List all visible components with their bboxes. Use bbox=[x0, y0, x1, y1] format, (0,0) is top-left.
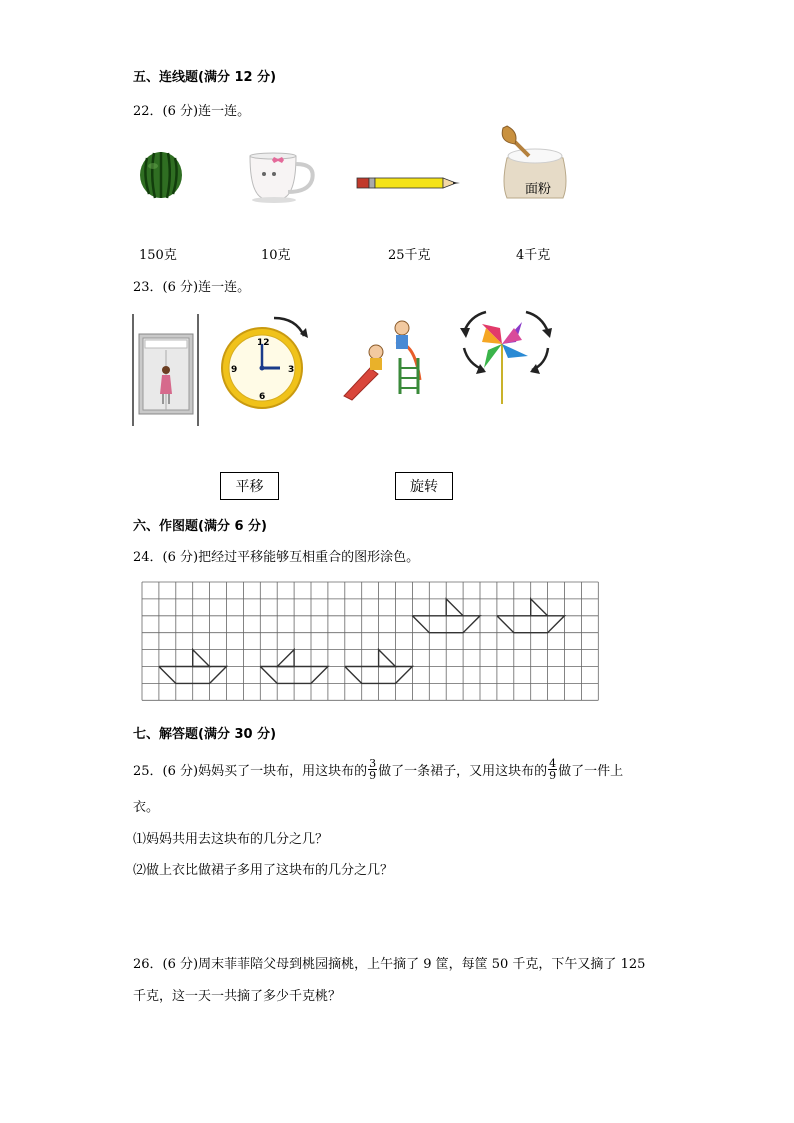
translation-box[interactable]: 平移 bbox=[220, 472, 279, 500]
cup-image bbox=[244, 150, 320, 204]
question-23-text: 23．(6 分)连一连。 bbox=[133, 280, 251, 295]
frac1-numerator: 3 bbox=[369, 757, 377, 770]
question-26-line-2: 千克，这一天一共摘了多少千克桃？ bbox=[133, 989, 342, 1004]
question-24-text: 24．(6 分)把经过平移能够互相重合的图形涂色。 bbox=[133, 550, 420, 565]
fraction-3-9 bbox=[368, 758, 377, 781]
fraction-4-9 bbox=[548, 758, 557, 781]
svg-text:9: 9 bbox=[231, 365, 238, 375]
section-7-title: 七、解答题(满分 30 分) bbox=[133, 727, 277, 742]
frac1-denominator: 9 bbox=[369, 769, 377, 782]
weight-label-1: 150克 bbox=[139, 248, 177, 263]
frac2-numerator: 4 bbox=[549, 757, 557, 770]
svg-text:6: 6 bbox=[259, 392, 266, 402]
question-26-line-1: 26．(6 分)周末菲菲陪父母到桃园摘桃，上午摘了 9 筐，每筐 50 千克，下午又摘了 125 bbox=[133, 957, 646, 972]
svg-text:12: 12 bbox=[257, 338, 270, 348]
flour-label: 面粉 bbox=[525, 182, 552, 197]
weight-label-4: 4千克 bbox=[516, 248, 551, 263]
watermelon-image bbox=[137, 148, 185, 200]
boat-sail[interactable] bbox=[277, 650, 294, 667]
section-5-title: 五、连线题(满分 12 分) bbox=[133, 70, 277, 85]
q25-text-mid: 做了一条裙子，又用这块布的 bbox=[378, 764, 548, 779]
svg-text:3: 3 bbox=[288, 365, 295, 375]
pinwheel-image bbox=[456, 298, 556, 406]
elevator-image bbox=[132, 314, 200, 426]
pencil-image bbox=[356, 176, 462, 190]
boat-sail[interactable] bbox=[446, 599, 463, 616]
frac2-denominator: 9 bbox=[549, 769, 557, 782]
question-25-sub-1: ⑴妈妈共用去这块布的几分之几？ bbox=[133, 832, 329, 847]
weight-label-3: 25千克 bbox=[388, 248, 431, 263]
clock-image bbox=[216, 312, 312, 410]
q25-text-pre: 25．(6 分)妈妈买了一块布，用这块布的 bbox=[133, 764, 368, 779]
shape-grid[interactable] bbox=[140, 580, 606, 704]
boat-sail[interactable] bbox=[379, 650, 396, 667]
rotation-box[interactable]: 旋转 bbox=[395, 472, 453, 500]
boat-sail[interactable] bbox=[531, 599, 548, 616]
q25-text-post: 做了一件上 bbox=[558, 764, 624, 779]
section-6-title: 六、作图题(满分 6 分) bbox=[133, 519, 267, 534]
boat-sail[interactable] bbox=[193, 650, 210, 667]
weight-label-2: 10克 bbox=[261, 248, 291, 263]
slide-image bbox=[340, 318, 428, 402]
question-25-line-2: 衣。 bbox=[133, 800, 160, 815]
question-25-line-1 bbox=[133, 758, 623, 781]
question-25-sub-2: ⑵做上衣比做裙子多用了这块布的几分之几？ bbox=[133, 863, 394, 878]
question-22-text: 22．(6 分)连一连。 bbox=[133, 104, 251, 119]
